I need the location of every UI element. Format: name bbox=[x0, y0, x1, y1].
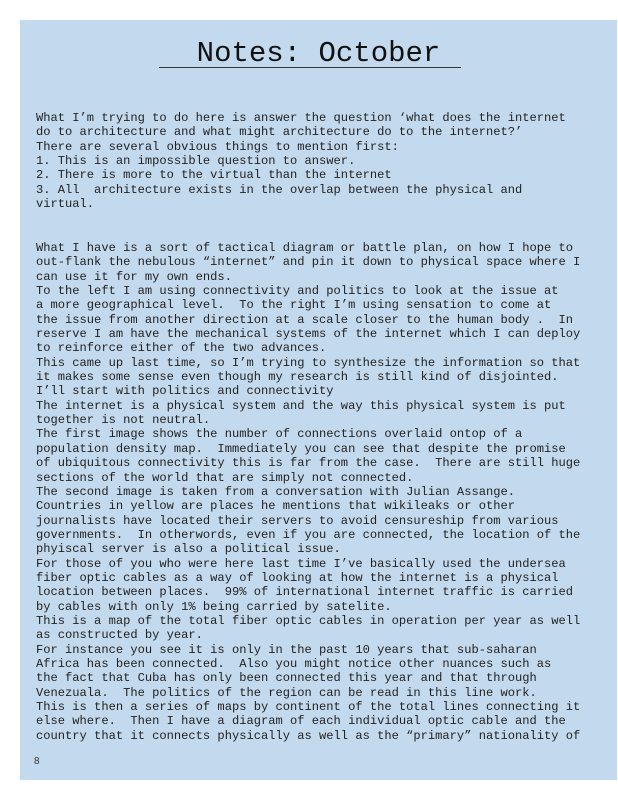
text-line: location between places. 99% of international internet traffic is carried bbox=[36, 585, 574, 600]
text-line: This is a map of the total fiber optic cables in operation per year as well bbox=[36, 613, 581, 628]
text-line: 3. All architecture exists in the overlap between the physical and bbox=[36, 182, 523, 197]
text-line: it makes some sense even though my research is still kind of disjointed. bbox=[36, 370, 559, 385]
text-line: journalists have located their servers to avoid censureship from various bbox=[36, 513, 559, 528]
text-line: the issue from another direction at a scale closer to the human body . In bbox=[36, 312, 574, 327]
text-line: by cables with only 1% being carried by satelite. bbox=[36, 599, 392, 614]
main-paragraph bbox=[36, 241, 611, 743]
text-line: out-flank the nebulous “internet” and pin it down to physical space where I bbox=[36, 255, 581, 270]
text-line: 1. This is an impossible question to answer. bbox=[36, 154, 356, 169]
text-line: to reinforce either of the two advances. bbox=[36, 341, 327, 356]
document-page bbox=[20, 20, 617, 780]
text-line: Countries in yellow are places he mentions that wikileaks or other bbox=[36, 499, 515, 514]
text-line: 2. There is more to the virtual than the internet bbox=[36, 168, 392, 183]
text-line: do to architecture and what might architecture do to the internet?’ bbox=[36, 125, 523, 140]
text-line: the fact that Cuba has only been connected this year and that through bbox=[36, 671, 537, 686]
text-line: The internet is a physical system and the way this physical system is put bbox=[36, 398, 566, 413]
page-number: 8 bbox=[34, 756, 40, 767]
text-line: population density map. Immediately you can see that despite the promise bbox=[36, 441, 566, 456]
text-line: reserve I am have the mechanical systems of the internet which I can deploy bbox=[36, 327, 581, 342]
text-line: governments. In otherwords, even if you are connected, the location of the bbox=[36, 527, 581, 542]
text-line: country that it connects physically as well as the “primary” nationality of bbox=[36, 728, 581, 743]
text-line: For instance you see it is only in the past 10 years that sub-saharan bbox=[36, 642, 537, 657]
text-line: else where. Then I have a diagram of each individual optic cable and the bbox=[36, 714, 566, 729]
text-line: Africa has been connected. Also you might notice other nuances such as bbox=[36, 656, 552, 671]
text-line: fiber optic cables as a way of looking at how the internet is a physical bbox=[36, 570, 559, 585]
text-line: sections of the world that are simply not connected. bbox=[36, 470, 414, 485]
text-line: What I’m trying to do here is answer the question ‘what does the internet bbox=[36, 111, 566, 125]
page-title: Notes: October bbox=[196, 37, 441, 70]
text-line: can use it for my own ends. bbox=[36, 269, 232, 284]
text-line: of ubiquitous connectivity this is far from the case. There are still huge bbox=[36, 456, 581, 471]
text-line: What I have is a sort of tactical diagram or battle plan, on how I hope to bbox=[36, 241, 574, 255]
text-line: This came up last time, so I’m trying to synthesize the information so that bbox=[36, 355, 581, 370]
text-line: For those of you who were here last time I’ve basically used the undersea bbox=[36, 556, 566, 571]
text-line: a more geographical level. To the right I’m using sensation to come at bbox=[36, 298, 552, 313]
text-line: There are several obvious things to mention first: bbox=[36, 139, 399, 154]
title-underline bbox=[159, 67, 461, 68]
text-line: virtual. bbox=[36, 197, 95, 212]
intro-paragraph bbox=[36, 111, 611, 211]
text-line: The second image is taken from a conversation with Julian Assange. bbox=[36, 484, 515, 499]
text-line: phyiscal server is also a political issue. bbox=[36, 542, 341, 557]
text-line: This is then a series of maps by continent of the total lines connecting it bbox=[36, 700, 581, 714]
text-line: Venezuala. The politics of the region can be read in this line work. bbox=[36, 685, 537, 700]
text-line: I’ll start with politics and connectivity bbox=[36, 384, 334, 399]
text-line: To the left I am using connectivity and politics to look at the issue at bbox=[36, 284, 559, 299]
text-line: as constructed by year. bbox=[36, 628, 203, 643]
text-line: The first image shows the number of connections overlaid ontop of a bbox=[36, 427, 523, 442]
text-line: together is not neutral. bbox=[36, 413, 211, 428]
